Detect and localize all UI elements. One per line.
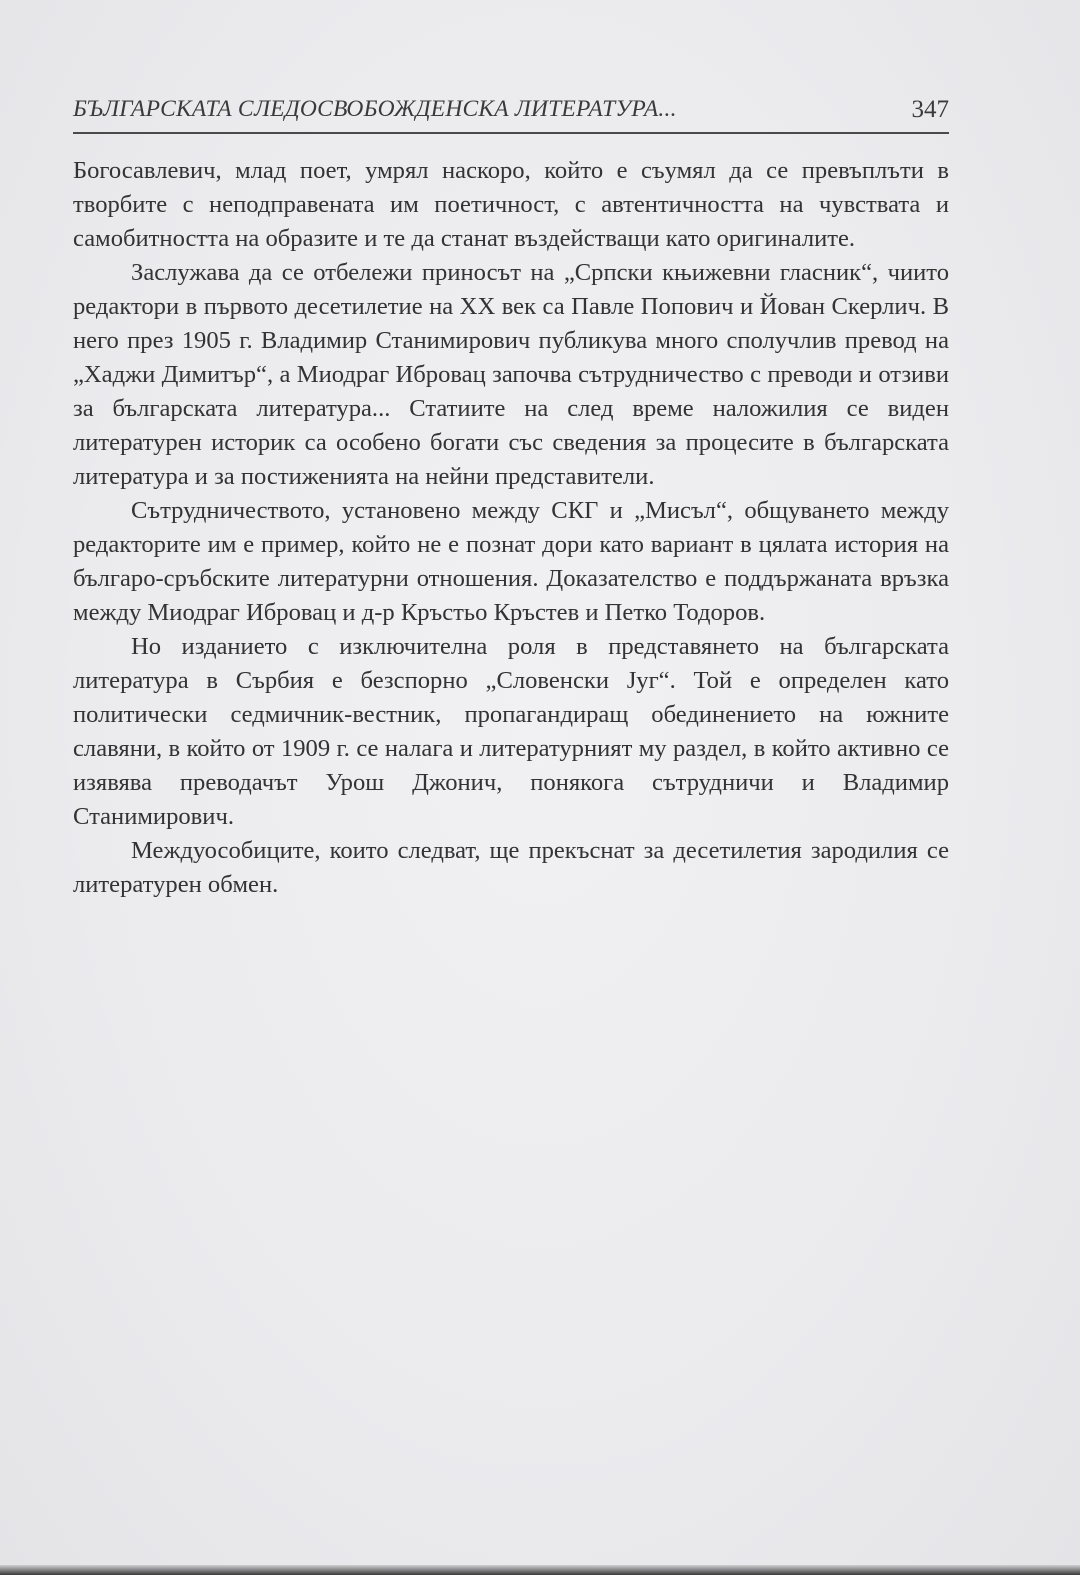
scan-bottom-edge [0, 1565, 1080, 1575]
paragraph-3: Сътрудничеството, установено между СКГ и „Мисъл“, общуването между редакторите им е пример, който не е познат дори като вариант в цялата история на българо-сръбските литературни отношения. Доказателство е поддържаната връзка между Миодраг Ибровац и д-р Кръстьо Кръстев и Петко Тодоров. [73, 497, 949, 626]
paragraph-2: Заслужава да се отбележи приносът на „Српски књижевни гласник“, чиито редактори в първото десетилетие на XX век са Павле Попович и Йован Скерлич. В него през 1905 г. Владимир Станимирович публикува много сполучлив превод на „Хаджи Димитър“, а Миодраг Ибровац започва сътрудничество с преводи и отзиви за българската литература... Статиите на след време наложилия се виден литературен историк са особено богати със сведения за процесите в българската литература и за постиженията на нейни представители. [73, 259, 949, 490]
running-title: БЪЛГАРСКАТА СЛЕДОСВОБОЖДЕНСКА ЛИТЕРАТУРА... [73, 96, 677, 122]
paragraph-4: Но изданието с изключителна роля в представянето на българската литература в Сърбия е безспорно „Словенски Југ“. Той е определен като политически седмичник-вестник, пропагандиращ обединението на южните славяни, в който от 1909 г. се налага и литературният му раздел, в който активно се изявява преводачът Урош Джонич, понякога сътрудничи и Владимир Станимирович. [73, 633, 949, 830]
paragraph-5: Междуособиците, които следват, ще прекъснат за десетилетия зародилия се литературен обмен. [73, 837, 949, 898]
running-header [73, 92, 949, 134]
body-text [73, 154, 949, 902]
paragraph-1: Богосавлевич, млад поет, умрял наскоро, който е съумял да се превъплъти в творбите с неподправената им поетичност, с автентичността на чувствата и самобитността на образите и те да станат въздействащи като оригиналите. [73, 157, 949, 252]
page-number: 347 [911, 96, 949, 123]
